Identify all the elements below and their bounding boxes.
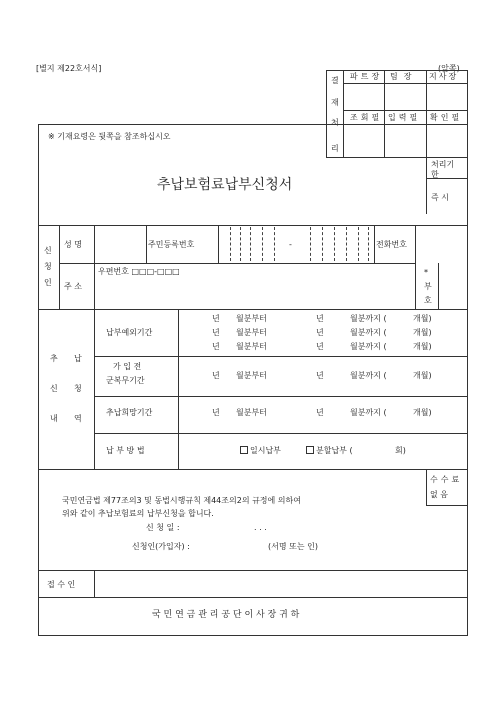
request-label-char: 납 (74, 354, 82, 363)
processing-period-label: 처리기한 (431, 160, 455, 179)
statement-line-1: 국민연금법 제77조의3 및 동법시행규칙 제44조의2의 규정에 의하여 (62, 496, 301, 505)
fee-label: 수수료 (430, 475, 463, 484)
signature-field[interactable]: (서명 또는 인) (268, 542, 318, 551)
request-label-char: 청 (74, 384, 82, 393)
form-number: [별지 제22호서식] (36, 64, 102, 73)
relation-code-char: 부 (424, 282, 432, 291)
approval-confirmed: 확인필 (430, 113, 463, 122)
installment-checkbox[interactable] (306, 446, 314, 454)
applicant-label-char: 청 (44, 262, 52, 271)
phone-label: 전화번호 (376, 240, 407, 249)
application-date-label: 신 청 일 : (146, 523, 180, 532)
page-side: (앞쪽) (438, 64, 460, 73)
form-title: 추납보험료납부신청서 (157, 177, 293, 193)
applicant-label-char: 신 (44, 246, 52, 255)
relation-code-char: 호 (424, 296, 432, 305)
applicant-signer-label: 신청인(가입자) : (132, 542, 190, 551)
postal-code-label: 우편번호 □□□-□□□ (98, 267, 180, 276)
receipt-label: 접 수 인 (47, 580, 76, 589)
approval-team-leader: 팀장 (390, 72, 418, 81)
lump-sum-option[interactable]: 일시납부 (240, 446, 281, 456)
instruction-notice: ※ 기재요령은 뒷쪽을 참조하십시오 (48, 132, 171, 141)
installment-times: 회) (395, 446, 406, 455)
relation-code-char: * (424, 268, 428, 277)
statement-line-2: 위와 같이 추납보험료의 납부신청을 합니다. (62, 509, 214, 518)
rrn-label: 주민등록번호 (148, 240, 195, 249)
approval-label-char: 결 (331, 76, 339, 85)
approval-part-leader: 파트장 (350, 72, 383, 81)
lump-sum-checkbox[interactable] (240, 446, 248, 454)
approval-entered: 입력필 (388, 113, 421, 122)
prior-service-label-2: 군복무기간 (106, 376, 145, 385)
approval-branch-head: 지사장 (429, 72, 459, 81)
application-date-field[interactable]: . . . (254, 523, 267, 532)
prior-service-label-1: 가 입 전 (113, 362, 142, 371)
approval-checked: 조회필 (350, 113, 383, 122)
fee-value: 없 음 (430, 490, 448, 499)
payment-method-label: 납 부 방 법 (106, 446, 145, 455)
request-label-char: 신 (50, 384, 58, 393)
exempt-period-label: 납부예외기간 (106, 328, 153, 337)
applicant-label-char: 인 (44, 278, 52, 287)
request-label-char: 추 (50, 354, 58, 363)
request-label-char: 내 (50, 414, 58, 423)
addressee: 국 민 연 금 관 리 공 단 이 사 장 귀 하 (152, 610, 300, 620)
approval-label-char: 처 (331, 118, 339, 127)
request-label-char: 역 (74, 414, 82, 423)
name-label: 성 명 (64, 240, 82, 249)
processing-period-value: 즉 시 (431, 193, 449, 202)
approval-label-char: 리 (331, 144, 339, 153)
rrn-dash: - (289, 240, 292, 249)
desired-period-label: 추납희망기간 (106, 408, 153, 417)
approval-label-char: 재 (331, 98, 339, 107)
address-label: 주 소 (64, 282, 82, 291)
installment-option[interactable]: 분할납부 ( (306, 446, 353, 456)
